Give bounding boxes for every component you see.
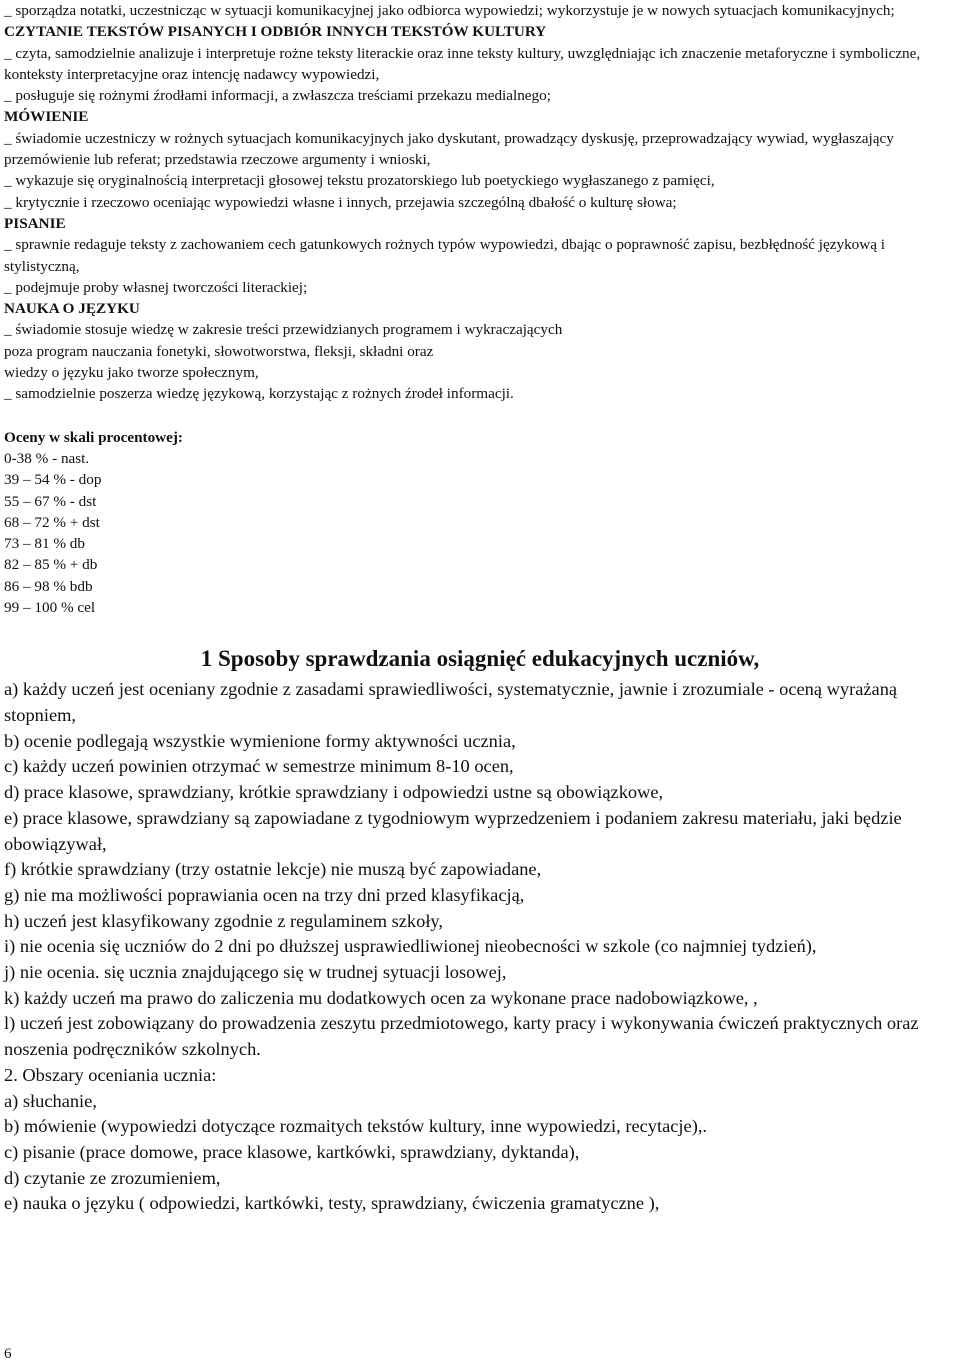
- grade-range: 39 – 54 % - dop: [4, 471, 102, 489]
- document-page: [4, 0, 956, 1217]
- requirement-line: _ sporządza notatki, uczestnicząc w sytuacji komunikacyjnej jako odbiorca wypowiedzi; wykorzystuje je w nowych sytuacjach komunikacyjnych;: [4, 2, 895, 19]
- grade-range: 68 – 72 % + dst: [4, 513, 100, 531]
- grade-range: 73 – 81 % db: [4, 535, 85, 553]
- assessment-rule: d) prace klasowe, sprawdziany, krótkie sprawdziany i odpowiedzi ustne są obowiązkowe,: [4, 782, 664, 803]
- assessment-rule: 2. Obszary oceniania ucznia:: [4, 1064, 217, 1085]
- assessment-rule: g) nie ma możliwości poprawiania ocen na trzy dni przed klasyfikacją,: [4, 884, 525, 905]
- grade-range: 86 – 98 % bdb: [4, 577, 93, 595]
- assessment-rule: k) każdy uczeń ma prawo do zaliczenia mu dodatkowych ocen za wykonane prace nadobowiązkowe, ,: [4, 987, 758, 1008]
- requirement-line: _ posługuje się rożnymi źrodłami informacji, a zwłaszcza treściami przekazu medialnego;: [4, 87, 551, 105]
- grade-range: 0-38 % - nast.: [4, 449, 90, 467]
- assessment-rule: c) każdy uczeń powinien otrzymać w semestrze minimum 8-10 ocen,: [4, 756, 514, 777]
- requirements-section: [4, 0, 956, 405]
- section-heading: NAUKA O JĘZYKU: [4, 300, 140, 318]
- assessment-rule: a) słuchanie,: [4, 1090, 97, 1111]
- grading-scale-list: [4, 448, 956, 618]
- requirement-line: _ krytycznie i rzeczowo oceniając wypowiedzi własne i innych, przejawia szczególną dbałość o kulturę słowa;: [4, 193, 677, 211]
- requirement-line: _ świadomie stosuje wiedzę w zakresie treści przewidzianych programem i wykraczających: [4, 321, 563, 339]
- requirement-line: _ podejmuje proby własnej tworczości literackiej;: [4, 278, 308, 296]
- requirement-line: wiedzy o języku jako tworze społecznym,: [4, 364, 259, 382]
- requirement-line: _ sprawnie redaguje teksty z zachowaniem cech gatunkowych rożnych typów wypowiedzi, dbając o poprawność zapisu, bezbłędność językową i stylistyczną,: [4, 236, 885, 275]
- grade-range: 99 – 100 % cel: [4, 599, 96, 617]
- assessment-rule: f) krótkie sprawdziany (trzy ostatnie lekcje) nie muszą być zapowiadane,: [4, 859, 542, 880]
- assessment-rule: a) każdy uczeń jest oceniany zgodnie z zasadami sprawiedliwości, systematycznie, jawnie i zrozumiale - oceną wyrażaną stopniem,: [4, 679, 898, 726]
- grade-range: 55 – 67 % - dst: [4, 492, 97, 510]
- assessment-rule: i) nie ocenia się uczniów do 2 dni po dłuższej usprawiedliwionej nieobecności w szkole (co najmniej tydzień),: [4, 936, 817, 957]
- assessment-rule: e) prace klasowe, sprawdziany są zapowiadane z tygodniowym wyprzedzeniem i podaniem zakresu materiału, jaki będzie obowiązywał,: [4, 807, 902, 854]
- grading-scale-title: Oceny w skali procentowej:: [4, 428, 183, 446]
- assessment-rule: b) ocenie podlegają wszystkie wymienione formy aktywności ucznia,: [4, 730, 516, 751]
- requirement-line: poza program nauczania fonetyki, słowotworstwa, fleksji, składni oraz: [4, 342, 434, 360]
- assessment-rule: e) nauka o języku ( odpowiedzi, kartkówki, testy, sprawdziany, ćwiczenia gramatyczne ),: [4, 1193, 660, 1214]
- section-heading: MÓWIENIE: [4, 108, 89, 126]
- section-heading: CZYTANIE TEKSTÓW PISANYCH I ODBIÓR INNYCH TEKSTÓW KULTURY: [4, 23, 547, 41]
- grading-scale: [4, 427, 956, 619]
- assessment-rule: j) nie ocenia. się ucznia znajdującego się w trudnej sytuacji losowej,: [4, 962, 507, 983]
- requirement-line: _ samodzielnie poszerza wiedzę językową, korzystając z rożnych źrodeł informacji.: [4, 385, 514, 403]
- assessment-rule: d) czytanie ze zrozumieniem,: [4, 1167, 221, 1188]
- assessment-rule: c) pisanie (prace domowe, prace klasowe, kartkówki, sprawdziany, dyktanda),: [4, 1141, 580, 1162]
- page-number: 6: [4, 1346, 12, 1362]
- requirement-line: _ czyta, samodzielnie analizuje i interpretuje rożne teksty literackie oraz inne teksty kultury, uwzględniając ich znaczenie metaforyczne i symboliczne, konteksty interpretacyjne oraz intencję nadawcy wypowiedzi,: [4, 44, 921, 83]
- assessment-rule: l) uczeń jest zobowiązany do prowadzenia zeszytu przedmiotowego, karty pracy i wykonywania ćwiczeń praktycznych oraz noszenia podręczników szkolnych.: [4, 1013, 919, 1060]
- requirement-line: _ świadomie uczestniczy w rożnych sytuacjach komunikacyjnych jako dyskutant, prowadzący dyskusję, przeprowadzający wywiad, wygłaszający przemówienie lub referat; przedstawia rzeczowe argumenty i wnioski,: [4, 129, 894, 169]
- requirement-line: _ wykazuje się oryginalnością interpretacji głosowej tekstu prozatorskiego lub poetyckiego wygłaszanego z pamięci,: [4, 172, 715, 190]
- section-title: 1 Sposoby sprawdzania osiągnięć edukacyjnych uczniów,: [200, 646, 760, 672]
- assessment-rule: h) uczeń jest klasyfikowany zgodnie z regulaminem szkoły,: [4, 910, 444, 931]
- section-heading: PISANIE: [4, 214, 66, 232]
- assessment-rules: [4, 677, 956, 1217]
- assessment-rule: b) mówienie (wypowiedzi dotyczące rozmaitych tekstów kultury, inne wypowiedzi, recytacje),.: [4, 1116, 708, 1137]
- grade-range: 82 – 85 % + db: [4, 556, 98, 574]
